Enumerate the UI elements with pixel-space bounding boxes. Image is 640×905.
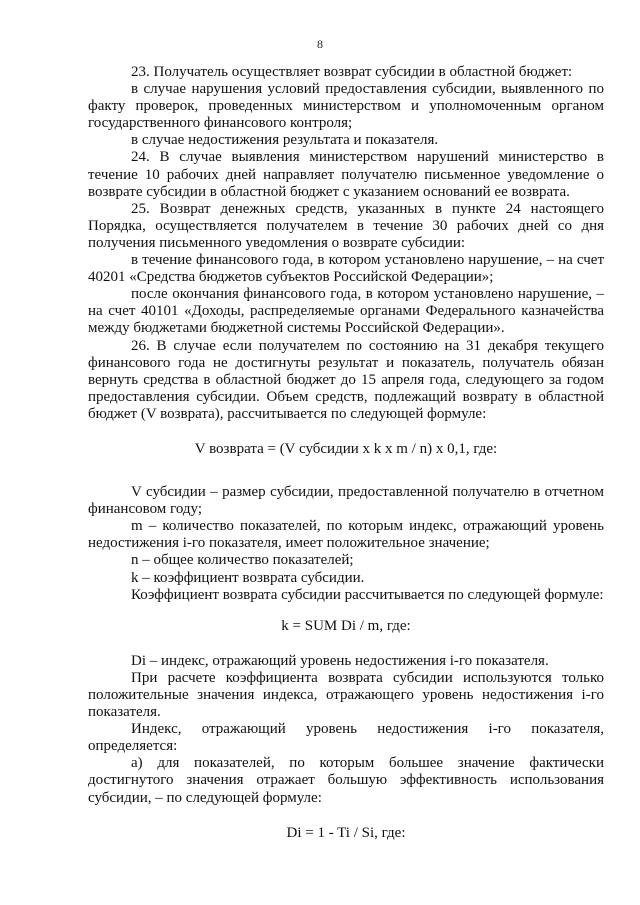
paragraph-25: 25. Возврат денежных средств, указанных в пункте 24 настоящего Порядка, осуществляется получателем в течение 30 рабочих дней со дня получения письменного уведомления о возврате субсидии: (88, 200, 604, 251)
index-definition: Индекс, отражающий уровень недостижения i-го показателя, определяется: (88, 721, 604, 755)
coefficient-intro: Коэффициент возврата субсидии рассчитывается по следующей формуле: (131, 586, 604, 603)
paragraph-25-account-40201: в течение финансового года, в котором установлено нарушение, – на счет 40201 «Средства бюджетов субъектов Российской Федерации»; (88, 252, 604, 286)
calculation-note: При расчете коэффициента возврата субсидии используются только положительные значения индекса, отражающего уровень недостижения i-го показателя. (88, 669, 604, 721)
formula-di: Di = 1 - Ti / Si, где: (286, 824, 406, 841)
paragraph-23: 23. Получатель осуществляет возврат субсидии в областной бюджет: (131, 64, 573, 80)
paragraph-25-account-40101: после окончания финансового года, в котором установлено нарушение, – на счет 40101 «Доходы, распределяемые органами Федерального казначейства между бюджетами бюджетной системы Российской Федерации». (88, 286, 604, 337)
paragraph-23-case-violation: в случае нарушения условий предоставления субсидии, выявленного по факту проверок, проведенных министерством и уполномоченным органом государственного финансового контроля; (88, 81, 604, 132)
formula-k: k = SUM Di / m, где: (281, 617, 411, 634)
paragraph-26: 26. В случае если получателем по состоянию на 31 декабря текущего финансового года не достигнуты результат и показатель, получатель обязан вернуть средства в областной бюджет до 15 апреля года, следующего за годом предоставления субсидии. Объем средств, подлежащий возврату в областной бюджет (V возврата), рассчитывается по следующей формуле: (88, 337, 604, 422)
paragraph-24: 24. В случае выявления министерством нарушений министерство в течение 10 рабочих дней направляет получателю письменное уведомление о возврате субсидии в областной бюджет с указанием оснований ее возврата. (88, 149, 604, 200)
formula-v-return: V возврата = (V субсидии x k x m / n) x 0,1, где: (194, 440, 498, 457)
definition-k: k – коэффициент возврата субсидии. (131, 569, 365, 586)
page-number: 8 (317, 37, 323, 51)
definition-v-subsidy: V субсидии – размер субсидии, предоставленной получателю в отчетном финансовом году; (88, 484, 604, 518)
definition-m: m – количество показателей, по которым индекс, отражающий уровень недостижения i-го показателя, имеет положительное значение; (88, 518, 604, 552)
document-body (88, 64, 604, 842)
paragraph-23-case-result: в случае недостижения результата и показателя. (131, 132, 439, 149)
definition-di: Di – индекс, отражающий уровень недостижения i-го показателя. (131, 652, 549, 669)
case-a: а) для показателей, по которым большее значение фактически достигнутого значения отражает большую эффективность использования субсидии, – по следующей формуле: (88, 755, 604, 806)
definition-n: n – общее количество показателей; (131, 552, 354, 569)
